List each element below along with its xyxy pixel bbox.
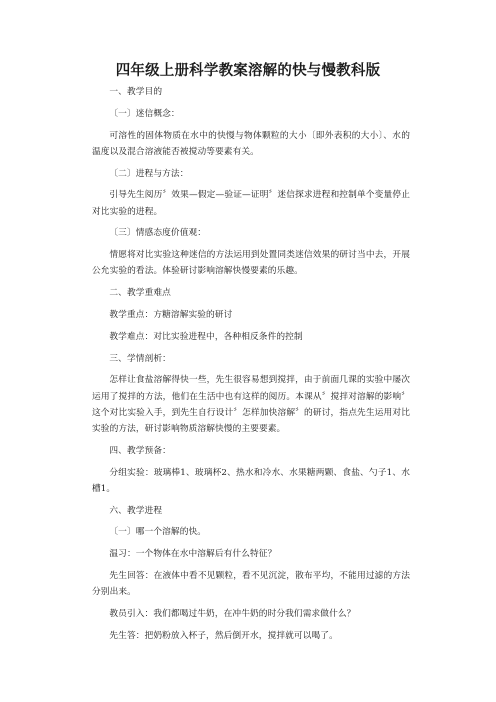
paragraph-teaching-difficulty: 教学难点：对比实验进程中，各种相反条件的控制 [109, 331, 303, 342]
document-body [92, 84, 410, 644]
section-heading-student-analysis: 三、学情剖析： [109, 353, 171, 364]
section-heading-objectives: 一、教学目的 [109, 87, 163, 97]
paragraph-teaching-focus: 教学重点：方糖溶解实验的研讨 [109, 309, 233, 320]
document-title: 四年级上册科学教案溶解的快与慢教科版 [115, 63, 381, 79]
paragraph-preparation: 分组实验：玻璃棒1、玻璃杯2、热水和冷水、水果糖两颗、食盐、勺子1、水槽1。 [92, 467, 410, 494]
subheading-process-methods: 〔二〕进程与方法： [109, 168, 189, 179]
subheading-emotions-values: 〔三〕情感态度价值观： [109, 228, 207, 239]
paragraph-student-analysis: 怎样让食盐溶解得快一些，先生很容易想到搅拌，由于前面几课的实验中屡次运用了搅拌的方法，他们在生活中也有这样的阅历。本课从〞搅拌对溶解的影响〞这个对比实验入手，到先生自行设计〞怎样加快溶解〞的研讨，指点先生运用对比实验的方法，研讨影响物质溶解快慢的主要要素。 [92, 375, 410, 434]
paragraph-science-concepts: 可溶性的固体物质在水中的快慢与物体颗粒的大小〔即外表积的大小〕、水的温度以及混合溶液能否被搅动等要素有关。 [92, 130, 410, 157]
section-heading-preparation: 四、教学预备： [109, 445, 171, 456]
section-heading-focus-difficulties: 二、教学重难点 [109, 288, 171, 299]
paragraph-student-answer: 先生回答：在液体中看不见颗粒，看不见沉淀，散布平均，不能用过滤的方法分别出来。 [92, 570, 410, 598]
subheading-which-dissolves-faster: 〔一〕哪一个溶解的快。 [109, 527, 207, 538]
paragraph-teacher-introduction: 教员引入：我们都喝过牛奶，在冲牛奶的时分我们需求做什么？ [109, 608, 356, 619]
paragraph-student-reply: 先生答：把奶粉放入杯子，然后倒开水，搅拌就可以喝了。 [109, 630, 338, 641]
paragraph-emotions-values: 情愿将对比实验这种迷信的方法运用到处置同类迷信效果的研讨当中去，开展公允实验的看法。体验研讨影响溶解快慢要素的乐趣。 [92, 250, 410, 277]
paragraph-review-question: 温习：一个物体在水中溶解后有什么特征？ [109, 549, 277, 560]
paragraph-process-methods: 引导先生阅历〞效果—假定—验证—证明〞迷信探求进程和控制单个变量停止对比实验的进程。 [92, 190, 410, 217]
subheading-science-concepts: 〔一〕迷信概念： [109, 108, 180, 119]
section-heading-teaching-process: 六、教学进程 [109, 505, 163, 516]
